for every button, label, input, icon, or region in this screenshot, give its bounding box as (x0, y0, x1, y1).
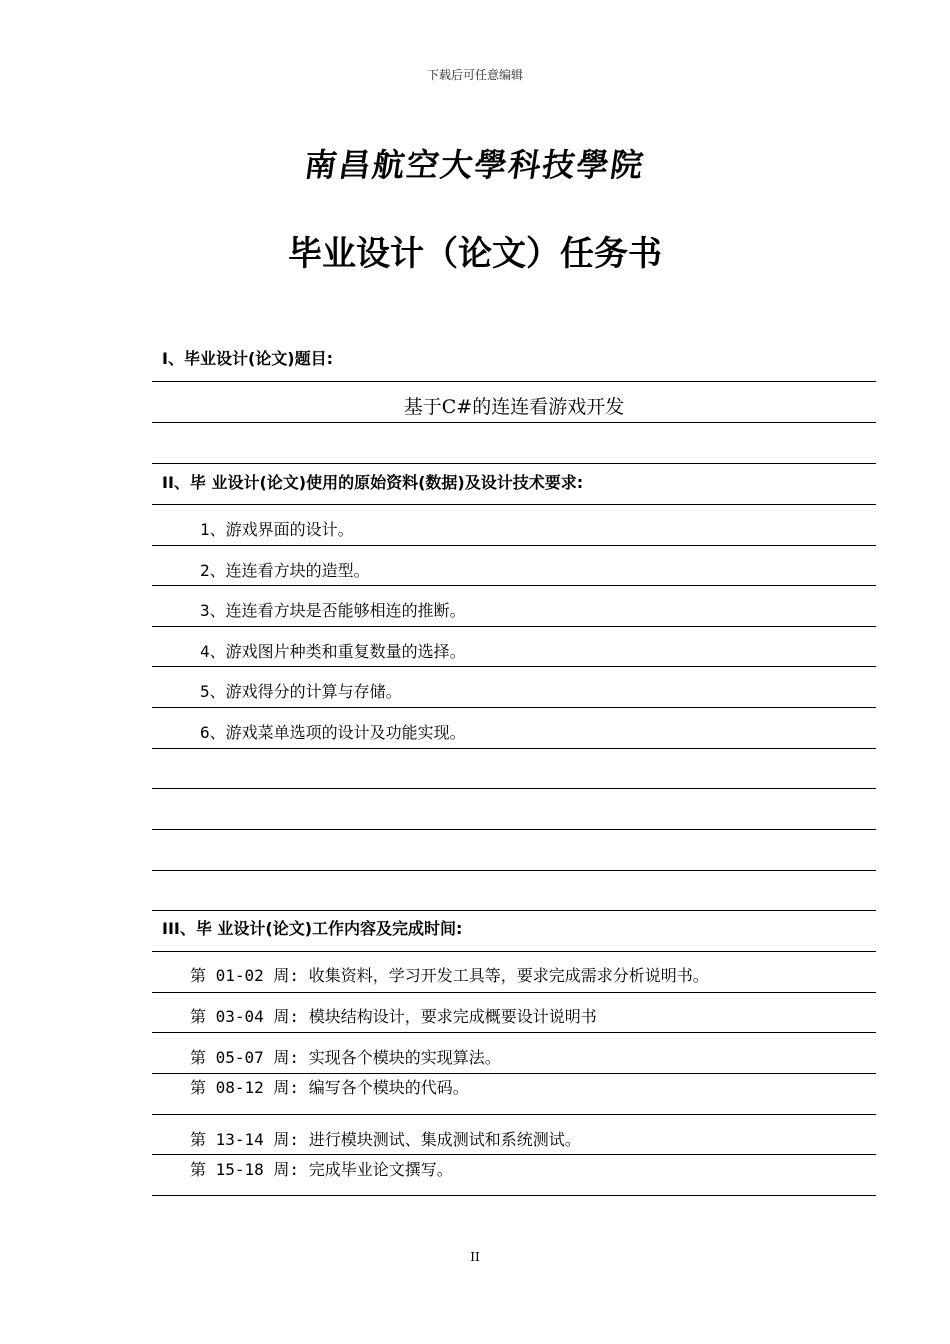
divider (152, 585, 876, 586)
section3-heading: III、毕 业设计(论文)工作内容及完成时间: (162, 919, 463, 938)
requirement-item: 6、游戏菜单选项的设计及功能实现。 (200, 723, 466, 742)
requirement-item: 3、连连看方块是否能够相连的推断。 (200, 601, 466, 620)
schedule-item: 第 15-18 周: 完成毕业论文撰写。 (190, 1160, 453, 1179)
divider (152, 504, 876, 505)
thesis-topic: 基于C#的连连看游戏开发 (403, 396, 625, 418)
requirement-item: 2、连连看方块的造型。 (200, 561, 370, 580)
divider (152, 626, 876, 627)
divider (152, 463, 876, 464)
requirement-item: 5、游戏得分的计算与存储。 (200, 682, 402, 701)
page-title: 毕业设计（论文）任务书 (288, 234, 662, 274)
divider (152, 788, 876, 789)
divider (152, 1154, 876, 1155)
header-note: 下载后可任意编辑 (426, 68, 523, 82)
divider (152, 870, 876, 871)
schedule-item: 第 05-07 周: 实现各个模块的实现算法。 (190, 1048, 501, 1067)
schedule-item: 第 01-02 周: 收集资料，学习开发工具等，要求完成需求分析说明书。 (190, 966, 709, 985)
divider (152, 707, 876, 708)
divider (152, 1032, 876, 1033)
section2-heading: II、毕 业设计(论文)使用的原始资料(数据)及设计技术要求: (162, 473, 584, 492)
schedule-item: 第 13-14 周: 进行模块测试、集成测试和系统测试。 (190, 1130, 581, 1149)
divider (152, 992, 876, 993)
divider (152, 666, 876, 667)
schedule-item: 第 08-12 周: 编写各个模块的代码。 (190, 1078, 469, 1097)
divider (152, 829, 876, 830)
divider (152, 951, 876, 952)
divider (152, 910, 876, 911)
section1-heading: I、毕业设计(论文)题目: (162, 349, 333, 368)
schedule-item: 第 03-04 周: 模块结构设计，要求完成概要设计说明书 (190, 1007, 597, 1026)
divider (152, 1114, 876, 1115)
requirement-item: 4、游戏图片种类和重复数量的选择。 (200, 642, 466, 661)
school-logo-text: 南昌航空大學科技學院 (302, 146, 648, 184)
divider (152, 545, 876, 546)
divider (152, 422, 876, 423)
requirement-item: 1、游戏界面的设计。 (200, 520, 354, 539)
divider (152, 1073, 876, 1074)
divider (152, 1195, 876, 1196)
divider (152, 381, 876, 382)
page-number: II (470, 1250, 480, 1264)
divider (152, 748, 876, 749)
